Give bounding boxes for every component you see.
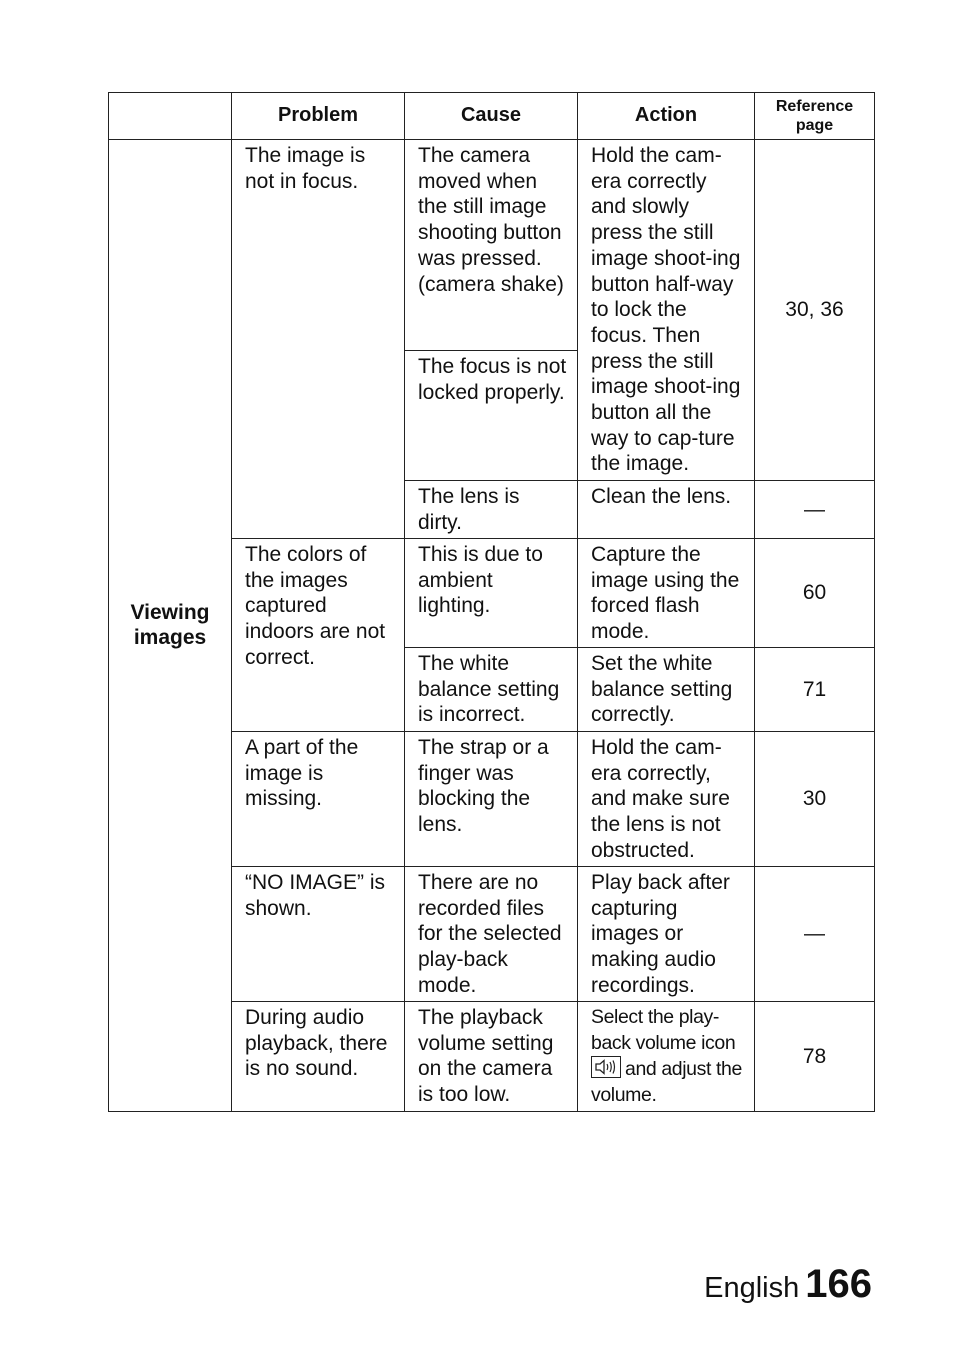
problem-cell: The colors of the images captured indoors are not correct. xyxy=(232,539,405,732)
reference-cell: — xyxy=(755,867,875,1002)
cause-cell: The camera moved when the still image shooting button was pressed. (camera shake) xyxy=(405,140,578,351)
header-action: Action xyxy=(578,93,755,140)
header-reference-line2: page xyxy=(795,117,834,134)
action-cell: Hold the cam-era correctly and slowly press the still image shoot-ing button half-way to lock the focus. Then press the still image shoot-ing button all the way to cap-ture the image. xyxy=(578,140,755,481)
header-row xyxy=(109,93,875,140)
action-text-part2: and adjust the volume. xyxy=(591,1058,742,1107)
category-line2: images xyxy=(133,626,207,650)
reference-cell: 60 xyxy=(755,539,875,648)
problem-cell: The image is not in focus. xyxy=(232,140,405,539)
action-cell: Clean the lens. xyxy=(578,481,755,539)
table-row xyxy=(109,140,875,351)
header-problem: Problem xyxy=(232,93,405,140)
category-line1: Viewing xyxy=(130,600,210,624)
reference-cell: 78 xyxy=(755,1002,875,1112)
header-reference-line1: Reference xyxy=(775,98,854,115)
header-cause: Cause xyxy=(405,93,578,140)
cause-cell: The focus is not locked properly. xyxy=(405,351,578,481)
speaker-volume-icon xyxy=(591,1056,621,1078)
action-cell: Play back after capturing images or making audio recordings. xyxy=(578,867,755,1002)
cause-cell: The strap or a finger was blocking the lens. xyxy=(405,732,578,867)
problem-cell: “NO IMAGE” is shown. xyxy=(232,867,405,1002)
problem-cell: A part of the image is missing. xyxy=(232,732,405,867)
problem-cell: During audio playback, there is no sound. xyxy=(232,1002,405,1112)
cause-cell: The playback volume setting on the camera is too low. xyxy=(405,1002,578,1112)
reference-cell: 71 xyxy=(755,648,875,732)
category-cell xyxy=(109,140,232,1112)
action-text-part1: Select the play-back volume icon xyxy=(591,1006,736,1054)
reference-cell: — xyxy=(755,481,875,539)
cause-cell: There are no recorded files for the selected play-back mode. xyxy=(405,867,578,1002)
troubleshooting-table xyxy=(108,92,875,1112)
footer-language: English xyxy=(704,1272,800,1304)
cause-cell: The lens is dirty. xyxy=(405,481,578,539)
action-cell xyxy=(578,1002,755,1112)
reference-cell: 30, 36 xyxy=(755,140,875,481)
action-cell: Capture the image using the forced flash mode. xyxy=(578,539,755,648)
action-cell: Hold the cam-era correctly, and make sure the lens is not obstructed. xyxy=(578,732,755,867)
header-reference-page xyxy=(755,93,875,140)
cause-cell: The white balance setting is incorrect. xyxy=(405,648,578,732)
page-footer xyxy=(704,1262,872,1307)
header-blank xyxy=(109,93,232,140)
reference-cell: 30 xyxy=(755,732,875,867)
page-number: 166 xyxy=(805,1262,872,1306)
cause-cell: This is due to ambient lighting. xyxy=(405,539,578,648)
action-cell: Set the white balance setting correctly. xyxy=(578,648,755,732)
